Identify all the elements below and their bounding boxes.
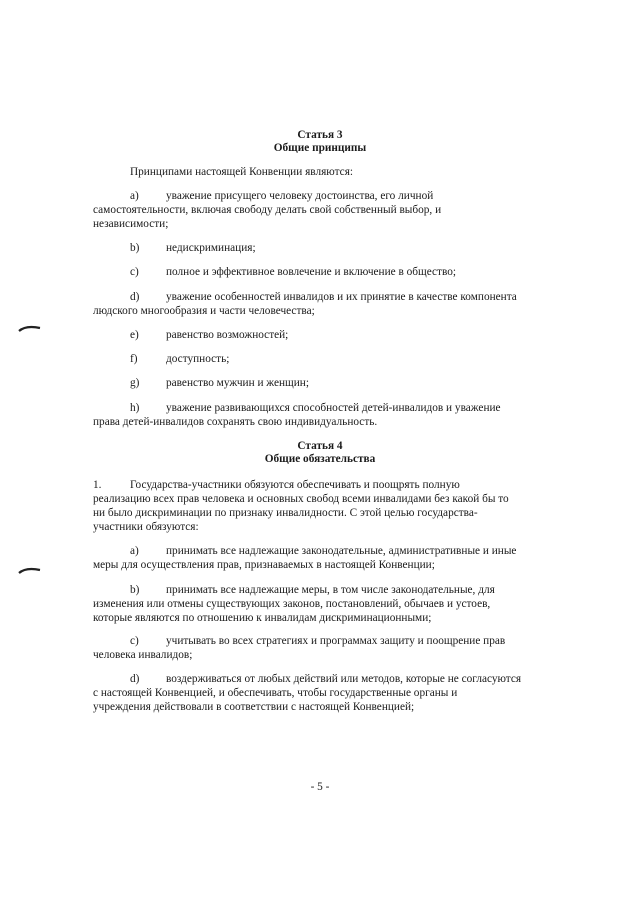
item-label: d) xyxy=(130,291,140,303)
item-label: c) xyxy=(130,635,139,647)
item-label: a) xyxy=(130,190,139,202)
article-3-subtitle: Общие принципы xyxy=(273,142,367,154)
item-text: равенство возможностей; xyxy=(166,329,289,341)
item-text: недискриминация; xyxy=(166,242,256,254)
binder-hole-mark-bottom xyxy=(18,566,42,576)
article-3-title: Статья 3 xyxy=(297,129,343,141)
item-text: воздерживаться от любых действий или методов, которые не согласуются xyxy=(166,673,522,685)
page-number: - 5 - xyxy=(310,781,330,793)
item-text: принимать все надлежащие меры, в том числе законодательные, для xyxy=(166,584,495,596)
paragraph-number: 1. xyxy=(93,479,102,491)
item-text: равенство мужчин и женщин; xyxy=(166,377,309,389)
item-text: доступность; xyxy=(166,353,230,365)
article-4-subtitle: Общие обязательства xyxy=(264,453,376,465)
paragraph-text: ни было дискриминации по признаку инвалидности. С этой целью государства- xyxy=(93,507,478,519)
paragraph-text: реализацию всех прав человека и основных свобод всеми инвалидами без какой бы то xyxy=(93,493,509,505)
item-label: a) xyxy=(130,545,139,557)
item-text: полное и эффективное вовлечение и включение в общество; xyxy=(166,266,457,278)
item-text: человека инвалидов; xyxy=(93,649,193,661)
item-text: уважение развивающихся способностей детей-инвалидов и уважение xyxy=(166,402,501,414)
item-label: b) xyxy=(130,242,140,254)
item-text: независимости; xyxy=(93,218,169,230)
item-text: права детей-инвалидов сохранять свою индивидуальность. xyxy=(93,416,378,428)
item-text: людского многообразия и части человечества; xyxy=(93,305,315,317)
item-text: принимать все надлежащие законодательные, административные и иные xyxy=(166,545,517,557)
item-label: e) xyxy=(130,329,139,341)
item-text: уважение особенностей инвалидов и их принятие в качестве компонента xyxy=(166,291,517,303)
item-text: уважение присущего человеку достоинства, его личной xyxy=(166,190,434,202)
article-4-title: Статья 4 xyxy=(297,440,343,452)
item-label: c) xyxy=(130,266,139,278)
item-text: учитывать во всех стратегиях и программах защиту и поощрение прав xyxy=(166,635,506,647)
item-label: b) xyxy=(130,584,140,596)
item-text: которые являются по отношению к инвалидам дискриминационными; xyxy=(93,612,432,624)
item-label: h) xyxy=(130,402,140,414)
paragraph-text: Государства-участники обязуются обеспечивать и поощрять полную xyxy=(130,479,460,491)
binder-hole-mark-top xyxy=(18,324,42,334)
item-text: изменения или отмены существующих законов, постановлений, обычаев и устоев, xyxy=(93,598,491,610)
item-text: самостоятельности, включая свободу делать свой собственный выбор, и xyxy=(93,204,442,216)
item-text: учреждения действовали в соответствии с настоящей Конвенцией; xyxy=(93,701,415,713)
article-3-intro: Принципами настоящей Конвенции являются: xyxy=(130,166,354,178)
paragraph-text: участники обязуются: xyxy=(93,521,199,533)
item-label: f) xyxy=(130,353,138,365)
item-label: d) xyxy=(130,673,140,685)
item-label: g) xyxy=(130,377,140,389)
item-text: с настоящей Конвенцией, и обеспечивать, чтобы государственные органы и xyxy=(93,687,458,699)
item-text: меры для осуществления прав, признаваемых в настоящей Конвенции; xyxy=(93,559,435,571)
